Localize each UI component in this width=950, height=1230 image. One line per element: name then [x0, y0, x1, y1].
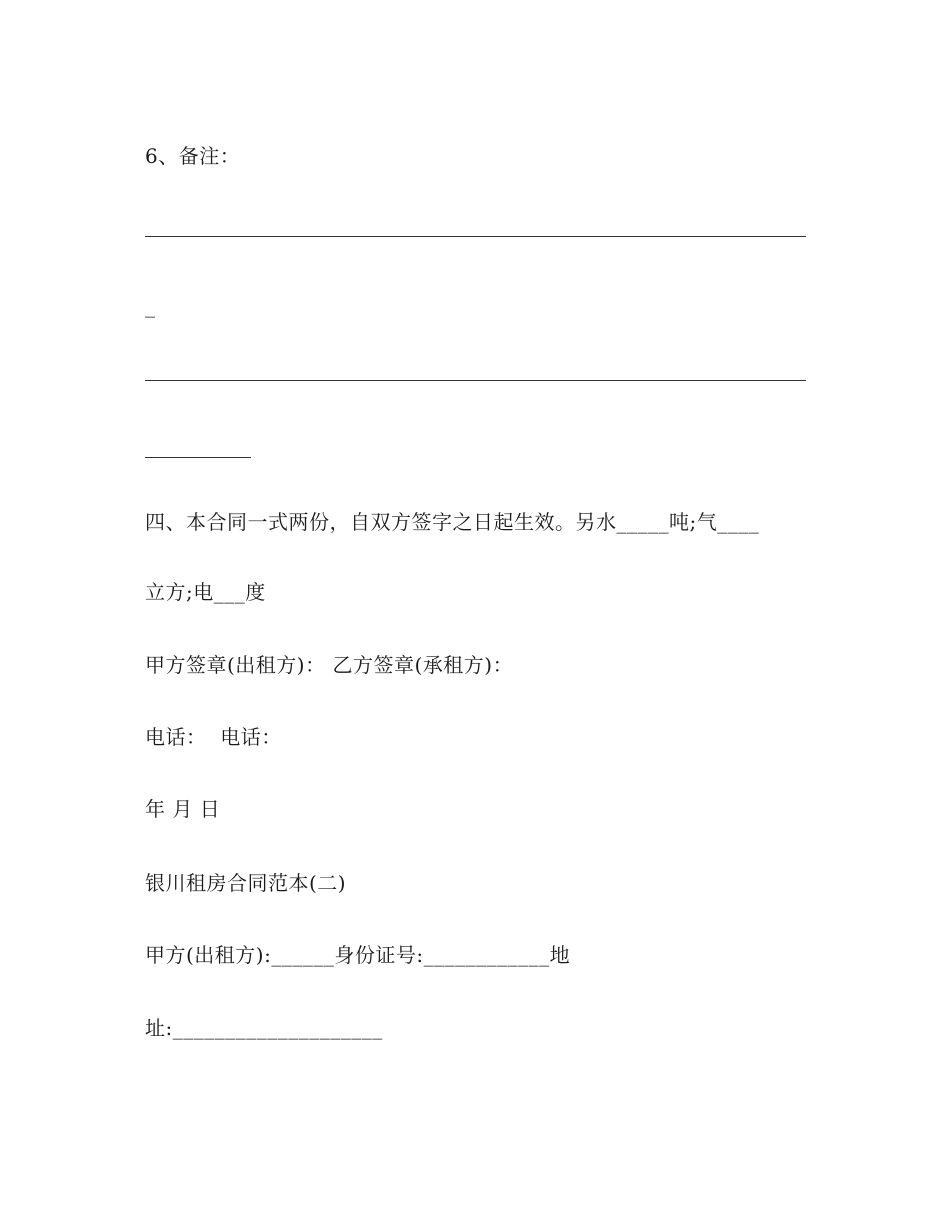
party-a-line: 甲方(出租方):______身份证号:____________地: [145, 943, 571, 967]
blank-line-tail: _: [145, 294, 156, 318]
address-line: 址:____________________: [145, 1016, 383, 1040]
blank-line-2: [145, 380, 806, 381]
clause-four-continued: 立方;电___度: [145, 580, 266, 604]
blank-line-3: [145, 457, 251, 458]
contract-title: 银川租房合同范本(二): [145, 871, 347, 895]
clause-four-text: 四、本合同一式两份，自双方签字之日起生效。另水_____吨;气____: [145, 510, 760, 534]
date-line: 年 月 日: [145, 797, 221, 821]
phone-line: 电话： 电话：: [145, 725, 282, 749]
signature-line: 甲方签章(出租方)： 乙方签章(承租方)：: [145, 653, 514, 677]
remarks-heading: 6、备注：: [145, 144, 241, 168]
blank-line-1: [145, 236, 806, 237]
